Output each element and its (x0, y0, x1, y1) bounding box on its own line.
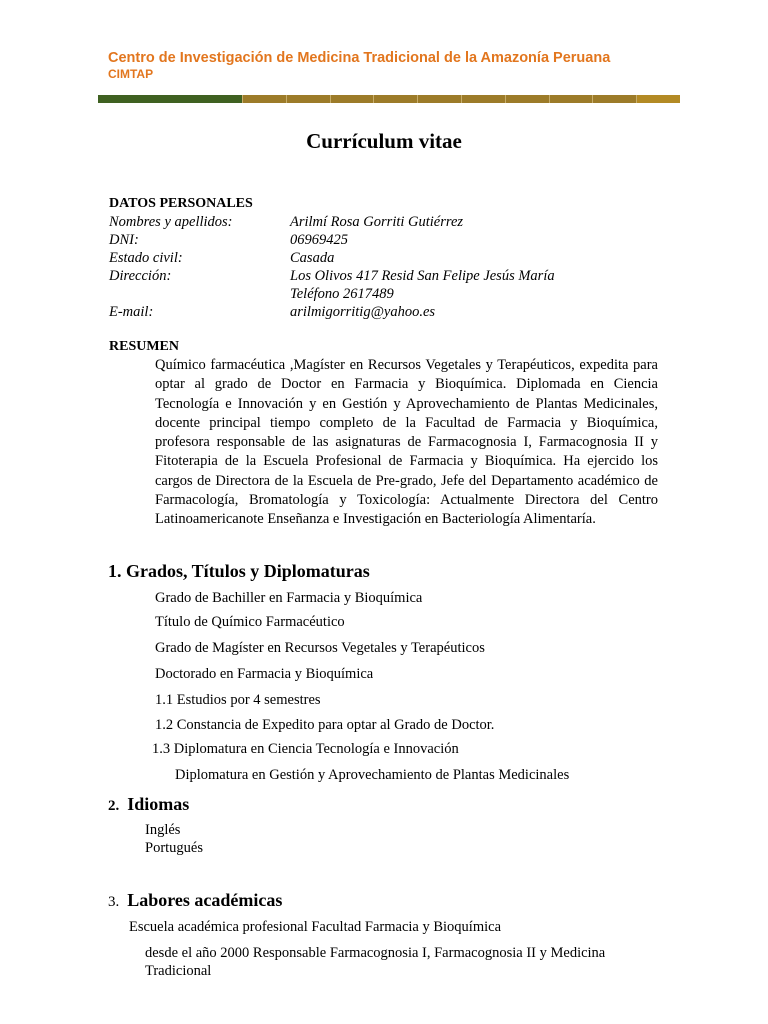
band-segment (242, 95, 286, 103)
list-item: 1.1 Estudios por 4 semestres (155, 692, 321, 708)
band-dark-segment (98, 95, 242, 103)
section-title-text: Idiomas (127, 794, 190, 814)
row-label: E-mail: (109, 304, 154, 320)
row-value: Casada (290, 250, 335, 266)
section-title-text: Labores académicas (127, 890, 283, 910)
section-number: 2. (108, 798, 120, 814)
row-value: Los Olivos 417 Resid San Felipe Jesús María (290, 268, 555, 284)
band-segment (461, 95, 505, 103)
section-title-grados: 1. Grados, Títulos y Diplomaturas (108, 561, 370, 581)
band-segment (549, 95, 593, 103)
text-line: desde el año 2000 Responsable Farmacognosia I, Farmacognosia II y Medicina (145, 945, 606, 961)
text-line: Escuela académica profesional Facultad Farmacia y Bioquímica (129, 919, 502, 935)
list-item: Título de Químico Farmacéutico (155, 614, 345, 630)
email-value: arilmigorritig@yahoo.es (290, 304, 436, 320)
band-segment (417, 95, 461, 103)
text-line: Tradicional (145, 963, 212, 979)
row-label: Estado civil: (109, 250, 183, 266)
band-segment (636, 95, 680, 103)
resumen-heading: RESUMEN (109, 339, 180, 354)
header-color-band (98, 95, 680, 103)
band-segment (286, 95, 330, 103)
row-label: DNI: (109, 232, 139, 248)
row-label: Dirección: (109, 268, 172, 284)
row-label: Nombres y apellidos: (109, 214, 233, 230)
org-name: Centro de Investigación de Medicina Tradicional de la Amazonía Peruana (108, 50, 611, 66)
list-item: Grado de Magíster en Recursos Vegetales y Terapéuticos (155, 640, 485, 656)
section-number: 3. (108, 894, 120, 910)
row-value: Teléfono 2617489 (290, 286, 394, 302)
list-item: Diplomatura en Gestión y Aprovechamiento de Plantas Medicinales (175, 767, 570, 783)
list-item: Inglés (145, 822, 181, 838)
personal-data-heading: DATOS PERSONALES (109, 196, 253, 211)
list-item: 1.3 Diplomatura en Ciencia Tecnología e Innovación (152, 741, 459, 757)
row-value: 06969425 (290, 232, 348, 248)
band-segment (592, 95, 636, 103)
band-segment (505, 95, 549, 103)
row-value: Arilmí Rosa Gorriti Gutiérrez (290, 214, 464, 230)
document-title: Currículum vitae (306, 129, 462, 153)
list-item: Doctorado en Farmacia y Bioquímica (155, 666, 374, 682)
org-acronym: CIMTAP (108, 67, 154, 81)
resumen-text: Químico farmacéutica ,Magíster en Recursos Vegetales y Terapéuticos, expedita para optar al grado de Doctor en Farmacia y Bioquímica. Diplomada en Ciencia Tecnología e Innovación y en Gestión y Aprovechamiento de Plantas Medicinales, docente principal tiempo completo de la Facultad de Farmacia y Bioquímica, profesora responsable de las asignaturas de Farmacognosia I, Farmacognosia II y Fitoterapia de la Escuela Profesional de Farmacia y Bioquímica. Ha ejercido los cargos de Directora de la Escuela de Pre-grado, Jefe del Departamento académico de Farmacología, Bromatología y Toxicología: Actualmente Directora del Centro Latinoamericanote Enseñanza e Investigación en Bacteriología Alimentaría. (155, 357, 658, 528)
list-item: 1.2 Constancia de Expedito para optar al Grado de Doctor. (155, 717, 495, 733)
list-item: Grado de Bachiller en Farmacia y Bioquímica (155, 590, 423, 606)
band-segment (330, 95, 374, 103)
list-item: Portugués (145, 840, 203, 856)
section-title-labores (108, 890, 282, 911)
band-segment (373, 95, 417, 103)
section-title-idiomas (108, 794, 189, 815)
